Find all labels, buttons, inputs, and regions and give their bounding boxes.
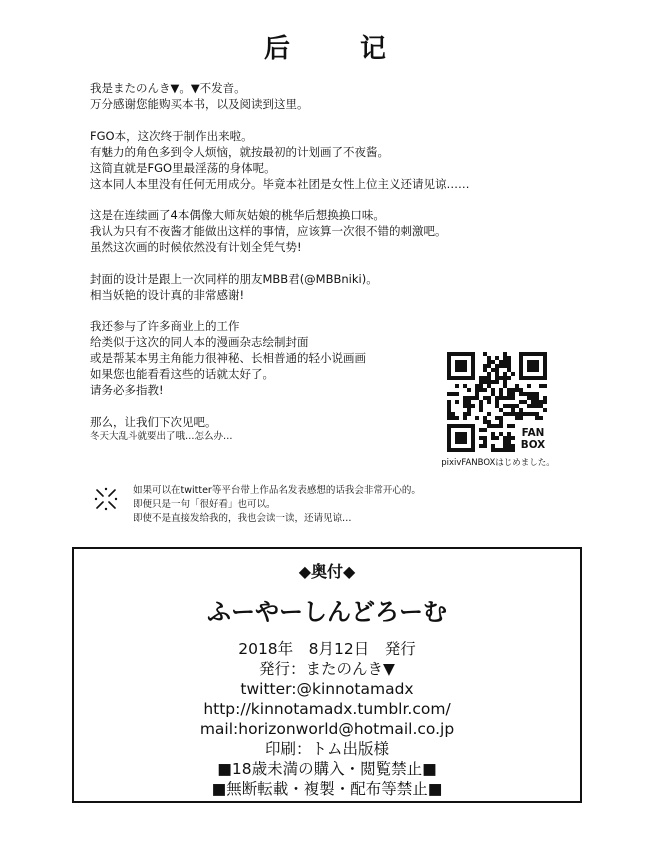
text-line: 相当妖艳的设计真的非常感谢! (90, 287, 245, 302)
email-link[interactable]: mail:horizonworld@hotmail.co.jp (199, 720, 455, 738)
text-line: 或是帮某本男主角能力很神秘、长相普通的轻小说画画 (90, 351, 366, 365)
text-line: 我认为只有不夜酱才能做出这样的事情，应该算一次很不错的刺激吧。 (90, 224, 447, 238)
closing-small-line: 冬天大乱斗就要出了哦…怎么办… (90, 430, 233, 442)
copyright-notice: ■無断転載・複製・配布等禁止■ (211, 780, 443, 798)
text-line: 这是在连续画了4本偶像大师灰姑娘的桃华后想换换口味。 (90, 208, 385, 222)
paragraph-fgo (90, 128, 570, 192)
text-line: 这本同人本里没有任何无用成分。毕竟本社团是女性上位主义还请见谅…… (90, 176, 470, 191)
text-line: 封面的设计是跟上一次同样的朋友MBB君(@MBBniki)。 (90, 271, 378, 286)
notice-lines (133, 484, 573, 526)
notice-line: 即使不是直接发给我的，我也会读一读，还请见谅… (133, 513, 352, 524)
notice-line: 即便只是一句「很好看」也可以。 (133, 499, 276, 510)
closing-line: 那么，让我们下次见吧。 (90, 414, 217, 429)
text-line: 给类似于这次的同人本的漫画杂志绘制封面 (90, 335, 309, 349)
qr-caption: pixivFANBOXはじめました。 (441, 458, 555, 468)
age-restriction: ■18歳未満の購入・閲覧禁止■ (217, 760, 437, 778)
text-line: 这简直就是FGO里最淫荡的身体呢。 (90, 160, 276, 175)
page-title: 后 记 (263, 34, 408, 64)
paragraph-cover (90, 271, 570, 303)
paragraph-change (90, 207, 570, 255)
qr-code-icon (447, 352, 547, 452)
fanbox-badge-line1: FAN (521, 427, 545, 439)
text-line: 有魅力的角色多到令人烦恼，就按最初的计划画了不夜酱。 (90, 144, 389, 159)
notice-line: 如果可以在twitter等平台带上作品名发表感想的话我会非常开心的。 (133, 485, 421, 496)
text-line: 万分感谢您能购买本书，以及阅读到这里。 (90, 97, 309, 111)
colophon-box (72, 547, 582, 803)
publisher: 発行：またのんき▼ (259, 660, 395, 678)
colophon-heading: ◆奥付◆ (298, 562, 356, 581)
fanbox-badge (519, 424, 547, 452)
book-title: ふーやーしんどろーむ (207, 598, 447, 626)
cross-sparkle-icon (93, 486, 119, 512)
paragraph-greeting (90, 80, 570, 112)
text-line: 请务必多指教! (90, 383, 164, 397)
fanbox-badge-line2: BOX (520, 439, 546, 451)
text-line: 我还参与了许多商业上的工作 (90, 319, 240, 333)
text-line: 虽然这次画的时候依然没有计划全凭气势! (90, 240, 302, 254)
text-line: 如果您也能看看这些的话就太好了。 (90, 367, 274, 381)
qr-code[interactable] (447, 352, 547, 452)
twitter-handle[interactable]: twitter:@kinnotamadx (240, 680, 414, 698)
publish-date: 2018年 8月12日 発行 (238, 640, 416, 658)
text-line: 我是またのんき▼。▼不发音。 (90, 81, 246, 95)
website-link[interactable]: http://kinnotamadx.tumblr.com/ (203, 700, 451, 718)
printer: 印刷：トム出版様 (264, 740, 389, 758)
colophon-lines (74, 639, 580, 799)
text-line: FGO本，这次终于制作出来啦。 (90, 128, 253, 143)
